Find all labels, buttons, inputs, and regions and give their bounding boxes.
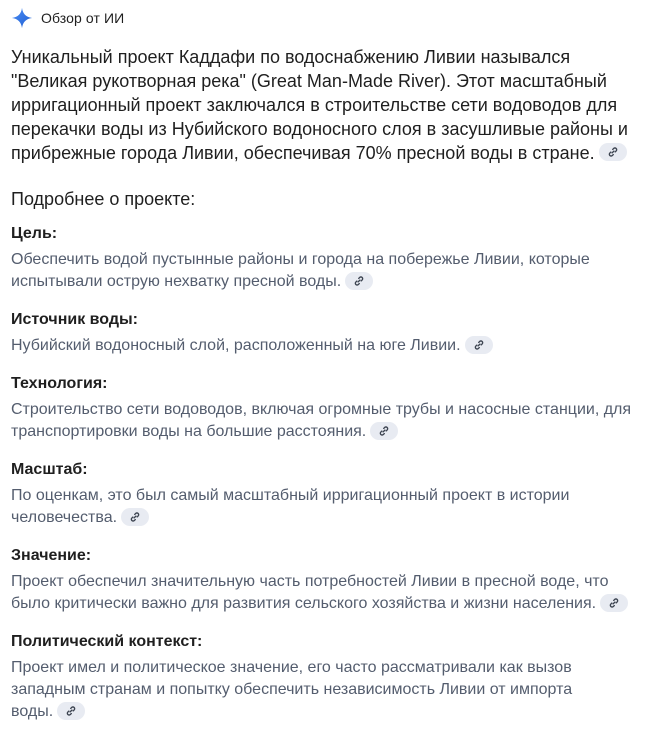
- section-text: Строительство сети водоводов, включая огромные трубы и насосные станции, для транспортировки воды на большие расстояния.: [11, 401, 632, 440]
- sparkle-icon: [11, 7, 33, 29]
- intro-paragraph: [11, 45, 641, 165]
- ai-overview-title: Обзор от ИИ: [41, 10, 125, 26]
- link-icon: [129, 511, 141, 523]
- section-title: Цель:: [11, 225, 58, 242]
- section-title: Политический контекст:: [11, 633, 203, 650]
- section-body: [11, 571, 643, 615]
- source-link-button[interactable]: [121, 508, 149, 526]
- section-text: Обеспечить водой пустынные районы и города на побережье Ливии, которые испытывали острую нехватку пресной воды.: [11, 251, 590, 290]
- section-significance: [11, 546, 643, 615]
- details-heading: Подробнее о проекте:: [11, 189, 196, 209]
- section-title: Технология:: [11, 375, 108, 392]
- link-icon: [608, 597, 620, 609]
- section-body: [11, 657, 591, 723]
- section-political-context: [11, 632, 591, 723]
- ai-overview-header: [11, 6, 124, 30]
- source-link-button[interactable]: [599, 143, 627, 161]
- source-link-button[interactable]: [600, 594, 628, 612]
- section-water-source: [11, 310, 643, 357]
- source-link-button[interactable]: [465, 336, 493, 354]
- section-title: Источник воды:: [11, 311, 138, 328]
- section-text: Проект обеспечил значительную часть потребностей Ливии в пресной воде, что было критически важно для развития сельского хозяйства и жизни населения.: [11, 573, 609, 612]
- source-link-button[interactable]: [345, 272, 373, 290]
- section-text: По оценкам, это был самый масштабный ирригационный проект в истории человечества.: [11, 487, 570, 526]
- section-text: Нубийский водоносный слой, расположенный на юге Ливии.: [11, 337, 461, 354]
- section-body: [11, 249, 643, 293]
- section-goal: [11, 224, 643, 293]
- source-link-button[interactable]: [57, 702, 85, 720]
- section-technology: [11, 374, 643, 443]
- section-body: [11, 399, 643, 443]
- intro-text: Уникальный проект Каддафи по водоснабжению Ливии назывался "Великая рукотворная река" (Great Man-Made River). Этот масштабный ирригационный проект заключался в строительстве сети водоводов для перекачки воды из Нубийского водоносного слоя в засушливые районы и прибрежные города Ливии, обеспечивая 70% пресной воды в стране.: [11, 47, 628, 163]
- link-icon: [65, 705, 77, 717]
- section-title: Масштаб:: [11, 461, 88, 478]
- section-scale: [11, 460, 643, 529]
- link-icon: [473, 339, 485, 351]
- section-body: [11, 335, 643, 357]
- link-icon: [378, 425, 390, 437]
- link-icon: [607, 146, 619, 158]
- section-title: Значение:: [11, 547, 92, 564]
- section-body: [11, 485, 643, 529]
- link-icon: [353, 275, 365, 287]
- section-text: Проект имел и политическое значение, его часто рассматривали как вызов западным странам и попытку обеспечить независимость Ливии от импорта воды.: [11, 659, 573, 720]
- source-link-button[interactable]: [370, 422, 398, 440]
